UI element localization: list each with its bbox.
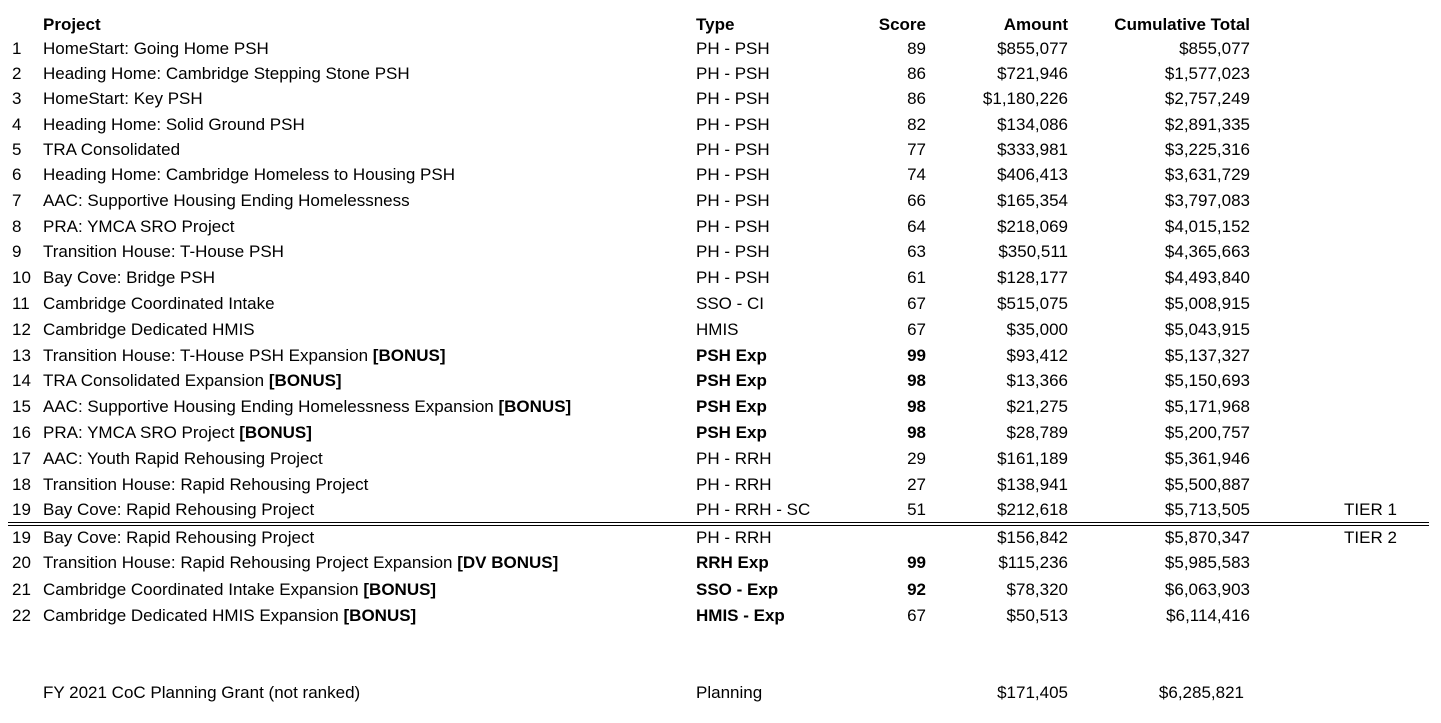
project-type: PH - RRH (696, 475, 772, 494)
tier-label: TIER 2 (1344, 528, 1397, 547)
project-name-text: HomeStart: Going Home PSH (43, 39, 269, 58)
project-score: 98 (907, 423, 926, 442)
project-name (43, 550, 558, 576)
project-name-text: Transition House: T-House PSH Expansion (43, 346, 369, 365)
project-score: 51 (907, 500, 926, 519)
project-score: 82 (907, 115, 926, 134)
project-amount: $350,511 (998, 242, 1068, 261)
cumulative-total: $3,797,083 (1164, 191, 1250, 210)
table-row (0, 36, 1441, 62)
row-number: 6 (12, 165, 22, 184)
project-score: 64 (907, 217, 926, 236)
project-score: 98 (907, 397, 926, 416)
row-number: 2 (12, 64, 22, 83)
project-name-text: Bay Cove: Rapid Rehousing Project (43, 528, 315, 547)
project-name-text: PRA: YMCA SRO Project (43, 217, 235, 236)
project-score: 89 (907, 39, 926, 58)
project-type: PSH Exp (696, 371, 767, 390)
project-name (43, 446, 323, 472)
project-amount: $93,412 (1006, 346, 1068, 365)
row-number: 16 (12, 423, 31, 442)
table-row (0, 239, 1441, 265)
project-score: 61 (907, 268, 926, 287)
project-type: SSO - CI (696, 294, 765, 313)
project-score: 92 (907, 580, 926, 599)
cumulative-total: $5,500,887 (1164, 475, 1250, 494)
cumulative-total: $6,063,903 (1164, 580, 1250, 599)
project-type: PH - PSH (696, 140, 770, 159)
project-name-text: TRA Consolidated (43, 140, 181, 159)
project-name-text: Bay Cove: Bridge PSH (43, 268, 215, 287)
row-number: 14 (12, 371, 31, 390)
project-type: SSO - Exp (696, 580, 779, 599)
project-name-text: Transition House: Rapid Rehousing Project (43, 475, 369, 494)
project-name (43, 317, 255, 343)
project-name-text: Cambridge Coordinated Intake Expansion (43, 580, 359, 599)
project-name-text: Transition House: T-House PSH (43, 242, 284, 261)
project-name (43, 61, 410, 87)
table-row (0, 446, 1441, 472)
project-type: PSH Exp (696, 346, 767, 365)
project-name (43, 603, 416, 629)
row-number: 11 (12, 294, 30, 313)
project-type: HMIS (696, 320, 739, 339)
project-type: RRH Exp (696, 553, 769, 572)
project-name-text: AAC: Supportive Housing Ending Homelessness Expansion (43, 397, 494, 416)
project-type: HMIS - Exp (696, 606, 785, 625)
bonus-tag: [BONUS] (372, 346, 446, 365)
project-name (43, 577, 436, 603)
project-amount: $134,086 (997, 115, 1068, 134)
row-number: 22 (12, 606, 31, 625)
planning-cumulative: $6,285,821 (1158, 683, 1244, 702)
cumulative-total: $4,365,663 (1164, 242, 1250, 261)
project-score: 98 (907, 371, 926, 390)
project-name (43, 368, 342, 394)
cumulative-total: $5,713,505 (1164, 500, 1250, 519)
header-cumulative-total: Cumulative Total (1114, 15, 1250, 34)
cumulative-total: $5,200,757 (1164, 423, 1250, 442)
table-row (0, 550, 1441, 576)
project-amount: $128,177 (997, 268, 1068, 287)
project-amount: $13,366 (1006, 371, 1068, 390)
project-amount: $28,789 (1006, 423, 1068, 442)
project-type: PH - PSH (696, 217, 770, 236)
planning-project: FY 2021 CoC Planning Grant (not ranked) (43, 683, 361, 702)
project-name (43, 343, 446, 369)
project-amount: $35,000 (1006, 320, 1068, 339)
cumulative-total: $5,171,968 (1164, 397, 1250, 416)
row-number: 19 (12, 528, 31, 547)
project-type: PSH Exp (696, 423, 767, 442)
project-name (43, 86, 203, 112)
planning-grant-row (0, 680, 1441, 706)
project-name-text: AAC: Supportive Housing Ending Homelessness (43, 191, 410, 210)
cumulative-total: $4,493,840 (1164, 268, 1250, 287)
project-score: 67 (907, 606, 926, 625)
row-number: 17 (12, 449, 31, 468)
project-amount: $333,981 (997, 140, 1068, 159)
project-name (43, 497, 314, 523)
project-amount: $515,075 (997, 294, 1068, 313)
project-name (43, 525, 314, 551)
table-row (0, 112, 1441, 138)
project-type: PH - PSH (696, 115, 770, 134)
project-name-text: HomeStart: Key PSH (43, 89, 203, 108)
project-name-text: Heading Home: Cambridge Homeless to Housing PSH (43, 165, 455, 184)
bonus-tag: [DV BONUS] (457, 553, 559, 572)
cumulative-total: $4,015,152 (1164, 217, 1250, 236)
project-type: PH - PSH (696, 39, 770, 58)
cumulative-total: $6,114,416 (1166, 606, 1250, 625)
project-type: PH - PSH (696, 64, 770, 83)
project-name-text: Heading Home: Cambridge Stepping Stone PSH (43, 64, 410, 83)
project-name (43, 188, 410, 214)
project-name (43, 394, 571, 420)
table-row (0, 420, 1441, 446)
project-name (43, 239, 284, 265)
project-name (43, 36, 269, 62)
project-score: 67 (907, 320, 926, 339)
project-name (43, 214, 234, 240)
row-number: 5 (12, 140, 22, 159)
table-row (0, 472, 1441, 498)
table-row (0, 162, 1441, 188)
header-type: Type (696, 15, 735, 34)
project-name-text: Cambridge Dedicated HMIS (43, 320, 255, 339)
row-number: 21 (12, 580, 31, 599)
project-amount: $218,069 (997, 217, 1068, 236)
project-name-text: Heading Home: Solid Ground PSH (43, 115, 305, 134)
bonus-tag: [BONUS] (363, 580, 437, 599)
table-row (0, 603, 1441, 629)
project-score: 77 (907, 140, 926, 159)
project-amount: $1,180,226 (982, 89, 1068, 108)
table-row (0, 188, 1441, 214)
table-row (0, 577, 1441, 603)
header-amount: Amount (1003, 15, 1068, 34)
row-number: 13 (12, 346, 31, 365)
project-score: 74 (907, 165, 926, 184)
project-score: 86 (907, 64, 926, 83)
row-number: 20 (12, 553, 31, 572)
bonus-tag: [BONUS] (343, 606, 417, 625)
project-amount: $138,941 (997, 475, 1068, 494)
row-number: 15 (12, 397, 31, 416)
tier-divider-line (8, 522, 1429, 526)
project-name-text: Bay Cove: Rapid Rehousing Project (43, 500, 315, 519)
planning-amount: $171,405 (997, 683, 1068, 702)
cumulative-total: $5,985,583 (1164, 553, 1250, 572)
project-amount: $78,320 (1006, 580, 1068, 599)
bonus-tag: [BONUS] (239, 423, 312, 442)
tier-label: TIER 1 (1344, 500, 1397, 519)
project-amount: $406,413 (997, 165, 1068, 184)
project-amount: $50,513 (1006, 606, 1068, 625)
cumulative-total: $3,631,729 (1164, 165, 1250, 184)
project-name-text: TRA Consolidated Expansion (43, 371, 265, 390)
project-type: PH - PSH (696, 242, 770, 261)
row-number: 9 (12, 242, 22, 261)
project-amount: $721,946 (997, 64, 1068, 83)
header-project: Project (43, 15, 101, 34)
row-number: 1 (12, 39, 22, 58)
project-type: PH - PSH (696, 89, 770, 108)
planning-type: Planning (696, 683, 763, 702)
cumulative-total: $5,150,693 (1164, 371, 1250, 390)
cumulative-total: $855,077 (1179, 39, 1250, 58)
project-score: 67 (907, 294, 926, 313)
project-amount: $165,354 (997, 191, 1068, 210)
cumulative-total: $1,577,023 (1164, 64, 1250, 83)
table-row (0, 86, 1441, 112)
project-score: 29 (907, 449, 926, 468)
project-type: PH - PSH (696, 165, 770, 184)
project-name-text: Transition House: Rapid Rehousing Project Expansion (43, 553, 453, 572)
project-score: 99 (907, 346, 926, 365)
project-name (43, 112, 305, 138)
cumulative-total: $5,870,347 (1164, 528, 1250, 547)
row-number: 18 (12, 475, 31, 494)
cumulative-total: $3,225,316 (1164, 140, 1250, 159)
table-row (0, 214, 1441, 240)
project-name-text: AAC: Youth Rapid Rehousing Project (43, 449, 323, 468)
table-row (0, 394, 1441, 420)
project-amount: $115,236 (998, 553, 1068, 572)
project-score: 86 (907, 89, 926, 108)
cumulative-total: $5,008,915 (1164, 294, 1250, 313)
table-row (0, 525, 1441, 551)
bonus-tag: [BONUS] (498, 397, 572, 416)
bonus-tag: [BONUS] (268, 371, 342, 390)
row-number: 7 (12, 191, 22, 210)
project-amount: $161,189 (997, 449, 1068, 468)
project-type: PH - RRH - SC (696, 500, 811, 519)
header-score: Score (878, 15, 926, 34)
project-name-text: Cambridge Dedicated HMIS Expansion (43, 606, 339, 625)
cumulative-total: $2,891,335 (1164, 115, 1250, 134)
project-type: PH - PSH (696, 268, 770, 287)
table-row (0, 368, 1441, 394)
row-number: 8 (12, 217, 22, 236)
project-name-text: Cambridge Coordinated Intake (43, 294, 275, 313)
cumulative-total: $2,757,249 (1164, 89, 1250, 108)
row-number: 10 (12, 268, 31, 287)
table-row (0, 317, 1441, 343)
project-amount: $855,077 (997, 39, 1068, 58)
project-type: PSH Exp (696, 397, 767, 416)
project-name (43, 265, 215, 291)
row-number: 4 (12, 115, 22, 134)
project-type: PH - RRH (696, 528, 772, 547)
project-name-text: PRA: YMCA SRO Project (43, 423, 235, 442)
project-amount: $156,842 (997, 528, 1068, 547)
project-type: PH - PSH (696, 191, 770, 210)
header-row (0, 12, 1441, 38)
table-row (0, 265, 1441, 291)
cumulative-total: $5,043,915 (1164, 320, 1250, 339)
table-row (0, 291, 1441, 317)
project-name (43, 420, 312, 446)
project-score: 66 (907, 191, 926, 210)
row-number: 12 (12, 320, 31, 339)
project-name (43, 472, 368, 498)
row-number: 19 (12, 500, 31, 519)
project-score: 63 (907, 242, 926, 261)
project-type: PH - RRH (696, 449, 772, 468)
table-row (0, 137, 1441, 163)
row-number: 3 (12, 89, 22, 108)
cumulative-total: $5,361,946 (1164, 449, 1250, 468)
cumulative-total: $5,137,327 (1164, 346, 1250, 365)
table-row (0, 61, 1441, 87)
table-row (0, 497, 1441, 523)
project-name (43, 137, 180, 163)
project-amount: $212,618 (997, 500, 1068, 519)
project-name (43, 162, 455, 188)
table-row (0, 343, 1441, 369)
project-name (43, 291, 275, 317)
project-score: 99 (907, 553, 926, 572)
project-score: 27 (907, 475, 926, 494)
project-amount: $21,275 (1006, 397, 1068, 416)
